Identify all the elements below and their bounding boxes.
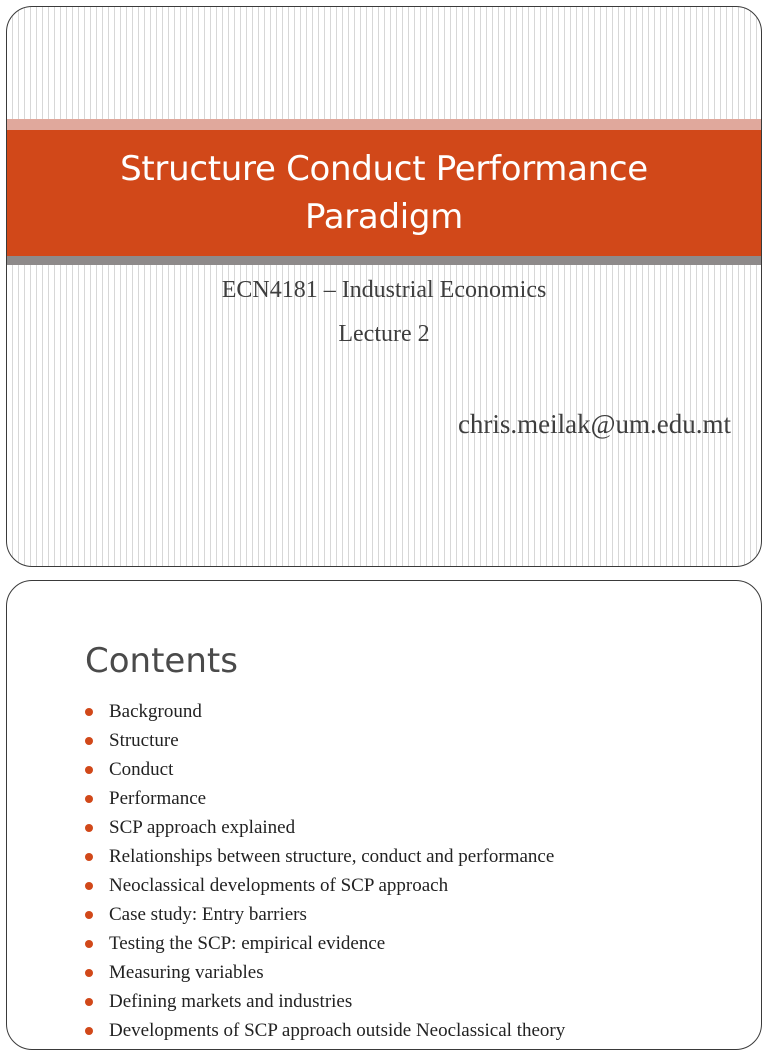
list-item-text: Neoclassical developments of SCP approach — [109, 874, 449, 896]
bullet-icon — [85, 1027, 93, 1035]
list-item — [85, 755, 565, 784]
list-item-text: Measuring variables — [109, 961, 264, 983]
list-item — [85, 726, 565, 755]
title-slide — [6, 6, 762, 567]
list-item-text: Performance — [109, 787, 207, 809]
list-item — [85, 958, 565, 987]
title-band — [7, 130, 761, 256]
contents-list — [85, 697, 565, 1045]
bullet-icon — [85, 737, 93, 745]
list-item — [85, 784, 565, 813]
bullet-icon — [85, 853, 93, 861]
list-item-text: Developments of SCP approach outside Neoclassical theory — [109, 1019, 566, 1041]
lecture-subtitle: Lecture 2 — [338, 321, 430, 347]
list-item-text: Background — [109, 700, 202, 722]
list-item — [85, 1016, 565, 1045]
list-item-text: Defining markets and industries — [109, 990, 353, 1012]
bullet-icon — [85, 969, 93, 977]
bullet-icon — [85, 911, 93, 919]
bullet-icon — [85, 766, 93, 774]
list-item-text: SCP approach explained — [109, 816, 296, 838]
list-item — [85, 871, 565, 900]
contents-slide — [6, 580, 762, 1050]
list-item — [85, 842, 565, 871]
bullet-icon — [85, 795, 93, 803]
list-item-text: Structure — [109, 729, 179, 751]
list-item-text: Testing the SCP: empirical evidence — [109, 932, 386, 954]
list-item-text: Conduct — [109, 758, 174, 780]
author-email: chris.meilak@um.edu.mt — [457, 409, 731, 439]
bullet-icon — [85, 882, 93, 890]
list-item — [85, 900, 565, 929]
course-subtitle: ECN4181 – Industrial Economics — [221, 277, 547, 303]
list-item-text: Relationships between structure, conduct and performance — [109, 845, 555, 867]
title-band-top-stripe — [7, 119, 761, 130]
bullet-icon — [85, 998, 93, 1006]
bullet-icon — [85, 708, 93, 716]
title-band-bottom-stripe — [7, 256, 761, 265]
list-item — [85, 987, 565, 1016]
list-item — [85, 929, 565, 958]
bullet-icon — [85, 824, 93, 832]
list-item-text: Case study: Entry barriers — [109, 903, 307, 925]
list-item — [85, 813, 565, 842]
slide-title: Structure Conduct Performance Paradigm — [120, 149, 648, 237]
list-item — [85, 697, 565, 726]
contents-heading: Contents — [85, 641, 238, 681]
bullet-icon — [85, 940, 93, 948]
